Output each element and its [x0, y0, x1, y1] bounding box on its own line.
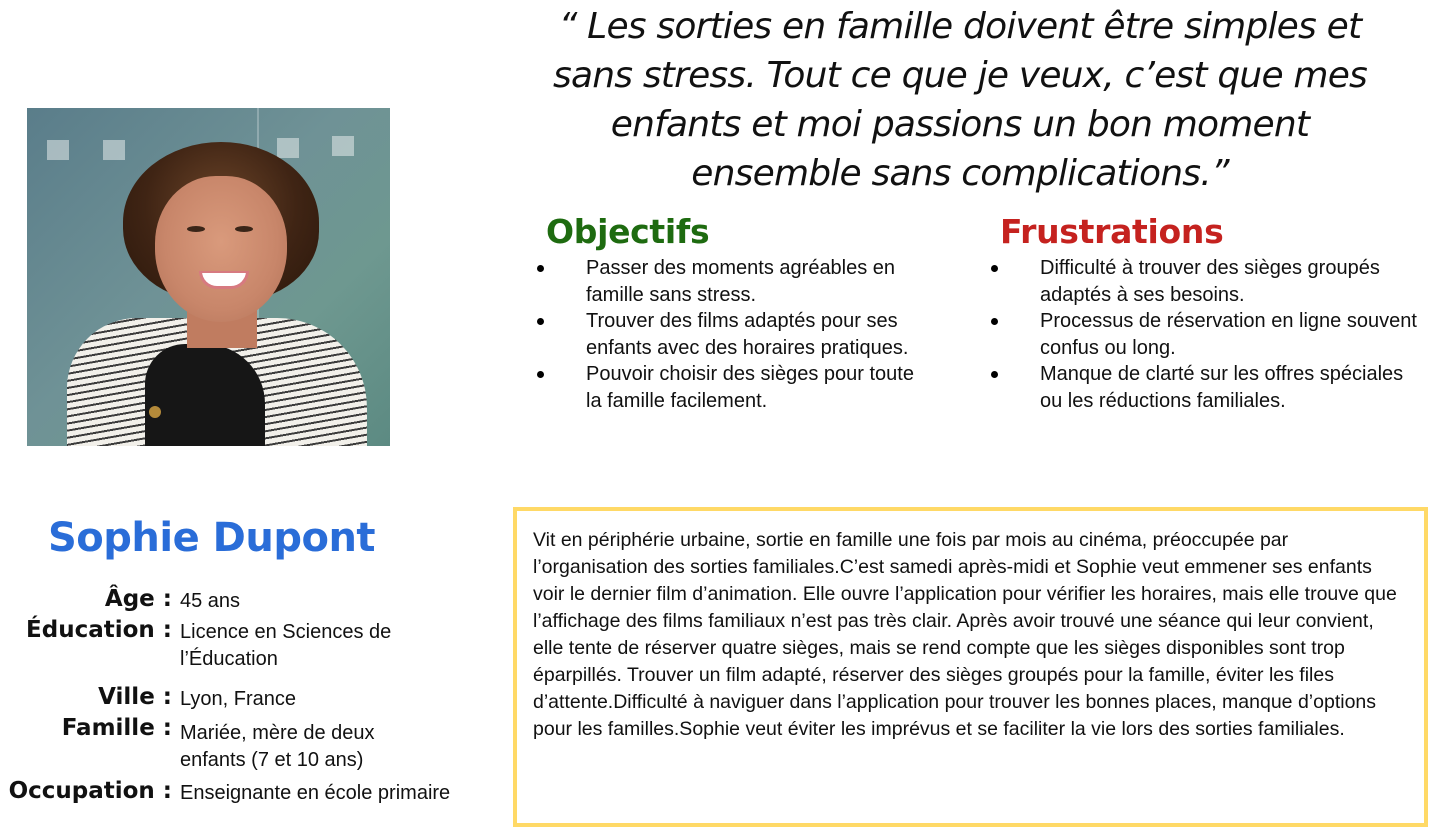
frustrations-list	[988, 255, 1418, 414]
detail-value: Mariée, mère de deux enfants (7 et 10 ans)	[180, 722, 375, 771]
detail-label: Âge :	[104, 586, 172, 612]
objective-item: Trouver des films adaptés pour ses enfants avec des horaires pratiques.	[534, 308, 934, 361]
background-decal	[47, 140, 69, 160]
detail-value: Lyon, France	[180, 688, 296, 710]
persona-photo	[27, 108, 390, 446]
eye	[235, 226, 253, 232]
detail-value: Enseignante en école primaire	[180, 782, 451, 804]
detail-row-age	[0, 584, 505, 615]
detail-row-city	[0, 682, 505, 713]
objective-item: Pouvoir choisir des sièges pour toute la famille facilement.	[534, 361, 934, 414]
detail-label: Famille :	[61, 715, 172, 741]
background-decal	[332, 136, 354, 156]
frustration-item: Manque de clarté sur les offres spéciales ou les réductions familiales.	[988, 361, 1418, 414]
objectives-list	[534, 255, 934, 414]
scenario-box	[513, 507, 1428, 827]
detail-row-occupation	[0, 776, 505, 807]
eye	[187, 226, 205, 232]
face	[155, 176, 287, 322]
persona-details	[0, 584, 505, 807]
detail-label: Ville :	[98, 684, 172, 710]
detail-value: Licence en Sciences de l’Éducation	[180, 621, 392, 670]
detail-value: 45 ans	[180, 590, 241, 612]
persona-quote: “ Les sorties en famille doivent être simples et sans stress. Tout ce que je veux, c’est que mes enfants et moi passions un bon moment ensemble sans complications.”	[552, 6, 1368, 194]
objective-item: Passer des moments agréables en famille sans stress.	[534, 255, 934, 308]
persona-name: Sophie Dupont	[48, 515, 376, 561]
objectives-title: Objectifs	[546, 212, 710, 251]
frustration-item: Processus de réservation en ligne souvent confus ou long.	[988, 308, 1418, 361]
background-decal	[103, 140, 125, 160]
frustrations-title: Frustrations	[1000, 212, 1224, 251]
scenario-text: Vit en périphérie urbaine, sortie en famille une fois par mois au cinéma, préoccupée par l’organisation des sorties familiales.C’est samedi après-midi et Sophie veut emmener ses enfants voir le dernier film d’animation. Elle ouvre l’application pour vérifier les horaires, mais elle trouve que l’affichage des films familiaux n’est pas très clair. Après avoir trouvé une séance qui leur convient, elle tente de réserver quatre sièges, mais se rend compte que les sièges disponibles sont trop éparpillés. Trouver un film adapté, réserver des sièges groupés pour la famille, éviter les files d’attente.Difficulté à naviguer dans l’application pour trouver les bonnes places, manque d’options pour les familles.Sophie veut éviter les imprévus et se faciliter la vie lors des sorties familiales.	[533, 529, 1397, 740]
detail-row-family	[0, 713, 505, 774]
background-decal	[277, 138, 299, 158]
detail-label: Occupation :	[8, 778, 172, 804]
pendant	[149, 406, 161, 418]
frustration-item: Difficulté à trouver des sièges groupés adaptés à ses besoins.	[988, 255, 1418, 308]
detail-row-education	[0, 615, 505, 673]
detail-label: Éducation :	[26, 617, 172, 643]
